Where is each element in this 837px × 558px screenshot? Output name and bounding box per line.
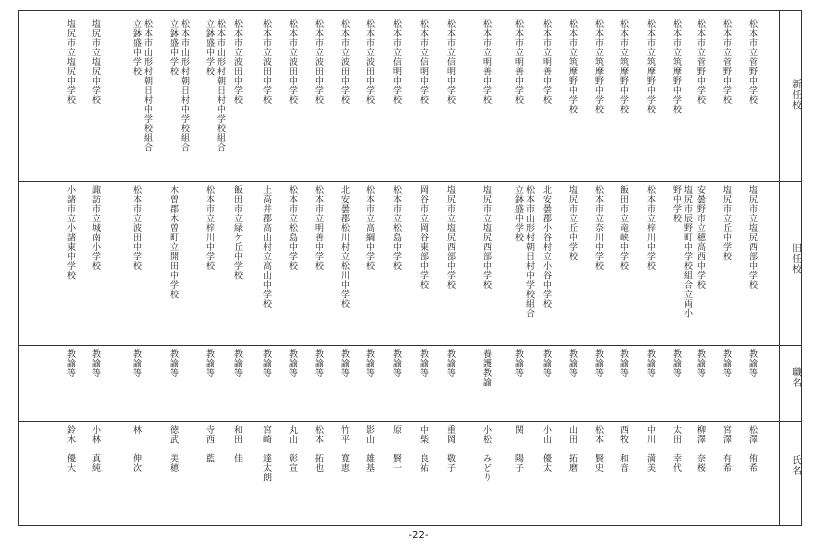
position-cell: 教諭等 [90, 349, 100, 378]
name-cell: 重岡 敬子 [445, 425, 455, 473]
position-cell: 教諭等 [721, 349, 731, 378]
header-new-school: 新任校 [790, 79, 801, 111]
old-school-cell: 北安曇郡松川村立松川中学校 [339, 185, 349, 309]
position-cell: 教諭等 [339, 349, 349, 378]
new-school-cell: 松本市立信明中学校 [418, 19, 428, 105]
old-school-cell: 松本市立波田中学校 [131, 185, 141, 271]
old-school-cell: 北安曇郡小谷村立小谷中学校 [541, 185, 551, 309]
new-school-cell: 松本市立筑摩野中学校 [567, 19, 577, 114]
name-cell: 宮崎 達太朗 [261, 425, 271, 482]
name-cell: 鈴木 優大 [65, 425, 75, 473]
position-cell: 教諭等 [391, 349, 401, 378]
name-cell: 宮澤 有希 [721, 425, 731, 473]
old-school-cell: 塩尻市辰野町中学校組合立両小 野中学校 [671, 185, 692, 318]
position-cell: 教諭等 [131, 349, 141, 378]
new-school-cell: 松本市立信明中学校 [391, 19, 401, 105]
name-cell: 松澤 侑希 [747, 425, 757, 473]
position-cell: 教諭等 [204, 349, 214, 378]
old-school-cell: 松本市立奈川中学校 [593, 185, 603, 271]
position-cell: 教諭等 [445, 349, 455, 378]
position-cell: 養護教諭 [481, 349, 491, 387]
new-school-cell: 松本市立筑摩野中学校 [618, 19, 628, 114]
old-school-cell: 松本市立明善中学校 [313, 185, 323, 271]
position-cell: 教諭等 [671, 349, 681, 378]
name-cell: 原 賢一 [391, 425, 401, 473]
name-cell: 西牧 和音 [618, 425, 628, 473]
new-school-cell: 松本市立菅野中学校 [747, 19, 757, 105]
old-school-cell: 塩尻市立塩尻西部中学校 [445, 185, 455, 290]
new-school-cell: 松本市立波田中学校 [232, 19, 242, 105]
old-school-cell: 岡谷市立岡谷東部中学校 [418, 185, 428, 290]
old-school-cell: 松本市山形村朝日村中学校組合 立鉢盛中学校 [513, 185, 534, 318]
position-cell: 教諭等 [618, 349, 628, 378]
position-cell: 教諭等 [645, 349, 655, 378]
old-school-cell: 松本市立松島中学校 [391, 185, 401, 271]
name-cell: 小林 真純 [90, 425, 100, 473]
old-school-cell: 飯田市立緑ケ丘中学校 [232, 185, 242, 280]
old-school-cell: 松本市立梓川中学校 [204, 185, 214, 271]
old-school-cell: 塩尻市立塩尻西部中学校 [747, 185, 757, 290]
name-cell: 林 伸次 [131, 425, 141, 473]
position-cell: 教諭等 [418, 349, 428, 378]
header-old-school: 旧任校 [790, 243, 801, 275]
new-school-cell: 松本市立波田中学校 [364, 19, 374, 105]
old-school-cell: 上高井郡高山村立高山中学校 [261, 185, 271, 309]
new-school-cell: 松本市立筑摩野中学校 [671, 19, 681, 114]
new-school-cell: 松本市山形村朝日村中学校組合 立鉢盛中学校 [131, 19, 152, 152]
position-cell: 教諭等 [313, 349, 323, 378]
position-cell: 教諭等 [364, 349, 374, 378]
row-divider [19, 421, 801, 422]
name-cell: 小山 優太 [541, 425, 551, 473]
name-cell: 柳澤 奈桜 [695, 425, 705, 473]
page-number: -22- [408, 530, 429, 541]
position-cell: 教諭等 [65, 349, 75, 378]
name-cell: 山田 拓磨 [567, 425, 577, 473]
header-position: 職名 [790, 367, 801, 388]
new-school-cell: 松本市立明善中学校 [513, 19, 523, 105]
name-cell: 丸山 彰宣 [287, 425, 297, 473]
old-school-cell: 飯田市立竜峡中学校 [618, 185, 628, 271]
old-school-cell: 小諸市立小諸東中学校 [65, 185, 75, 280]
old-school-cell: 木曽郡木曽町立開田中学校 [168, 185, 178, 299]
new-school-cell: 塩尻市立塩尻中学校 [65, 19, 75, 105]
position-cell: 教諭等 [168, 349, 178, 378]
old-school-cell: 諏訪市立城南小学校 [90, 185, 100, 271]
name-cell: 影山 雄基 [364, 425, 374, 473]
name-cell: 中柴 良祐 [418, 425, 428, 473]
name-cell: 和田 佳 [232, 425, 242, 463]
row-divider [19, 345, 801, 346]
new-school-cell: 松本市立明善中学校 [481, 19, 491, 105]
position-cell: 教諭等 [747, 349, 757, 378]
name-cell: 太田 幸代 [671, 425, 681, 473]
position-cell: 教諭等 [287, 349, 297, 378]
new-school-cell: 松本市立菅野中学校 [695, 19, 705, 105]
new-school-cell: 松本市立波田中学校 [313, 19, 323, 105]
new-school-cell: 松本市立筑摩野中学校 [593, 19, 603, 114]
new-school-cell: 松本市立波田中学校 [261, 19, 271, 105]
new-school-cell: 松本市山形村朝日村中学校組合 立鉢盛中学校 [204, 19, 225, 152]
position-cell: 教諭等 [261, 349, 271, 378]
row-divider [19, 181, 801, 182]
new-school-cell: 松本市立筑摩野中学校 [645, 19, 655, 114]
new-school-cell: 松本市立菅野中学校 [721, 19, 731, 105]
position-cell: 教諭等 [593, 349, 603, 378]
position-cell: 教諭等 [232, 349, 242, 378]
name-cell: 中川 満美 [645, 425, 655, 473]
old-school-cell: 松本市立梓川中学校 [645, 185, 655, 271]
new-school-cell: 松本市立波田中学校 [339, 19, 349, 105]
position-cell: 教諭等 [513, 349, 523, 378]
name-cell: 竹平 寛恵 [339, 425, 349, 473]
header-name: 氏名 [790, 455, 801, 476]
name-cell: 松本 賢史 [593, 425, 603, 473]
new-school-cell: 松本市立信明中学校 [445, 19, 455, 105]
position-cell: 教諭等 [567, 349, 577, 378]
old-school-cell: 松本市立松島中学校 [287, 185, 297, 271]
new-school-cell: 塩尻市立塩尻中学校 [90, 19, 100, 105]
new-school-cell: 松本市山形村朝日村中学校組合 立鉢盛中学校 [168, 19, 189, 152]
old-school-cell: 安曇野市立穂高西中学校 [695, 185, 705, 290]
name-cell: 関 陽子 [513, 425, 523, 473]
name-cell: 徳武 美穂 [168, 425, 178, 473]
old-school-cell: 塩尻市立丘中学校 [721, 185, 731, 261]
old-school-cell: 松本市立高綱中学校 [364, 185, 374, 271]
old-school-cell: 塩尻市立丘中学校 [567, 185, 577, 261]
name-cell: 松本 拓也 [313, 425, 323, 473]
name-cell: 小松 みどり [481, 425, 491, 482]
position-cell: 教諭等 [541, 349, 551, 378]
new-school-cell: 松本市立明善中学校 [541, 19, 551, 105]
old-school-cell: 塩尻市立塩尻西部中学校 [481, 185, 491, 290]
name-cell: 寺西 藍 [204, 425, 214, 463]
new-school-cell: 松本市立波田中学校 [287, 19, 297, 105]
position-cell: 教諭等 [695, 349, 705, 378]
personnel-table [18, 10, 802, 526]
